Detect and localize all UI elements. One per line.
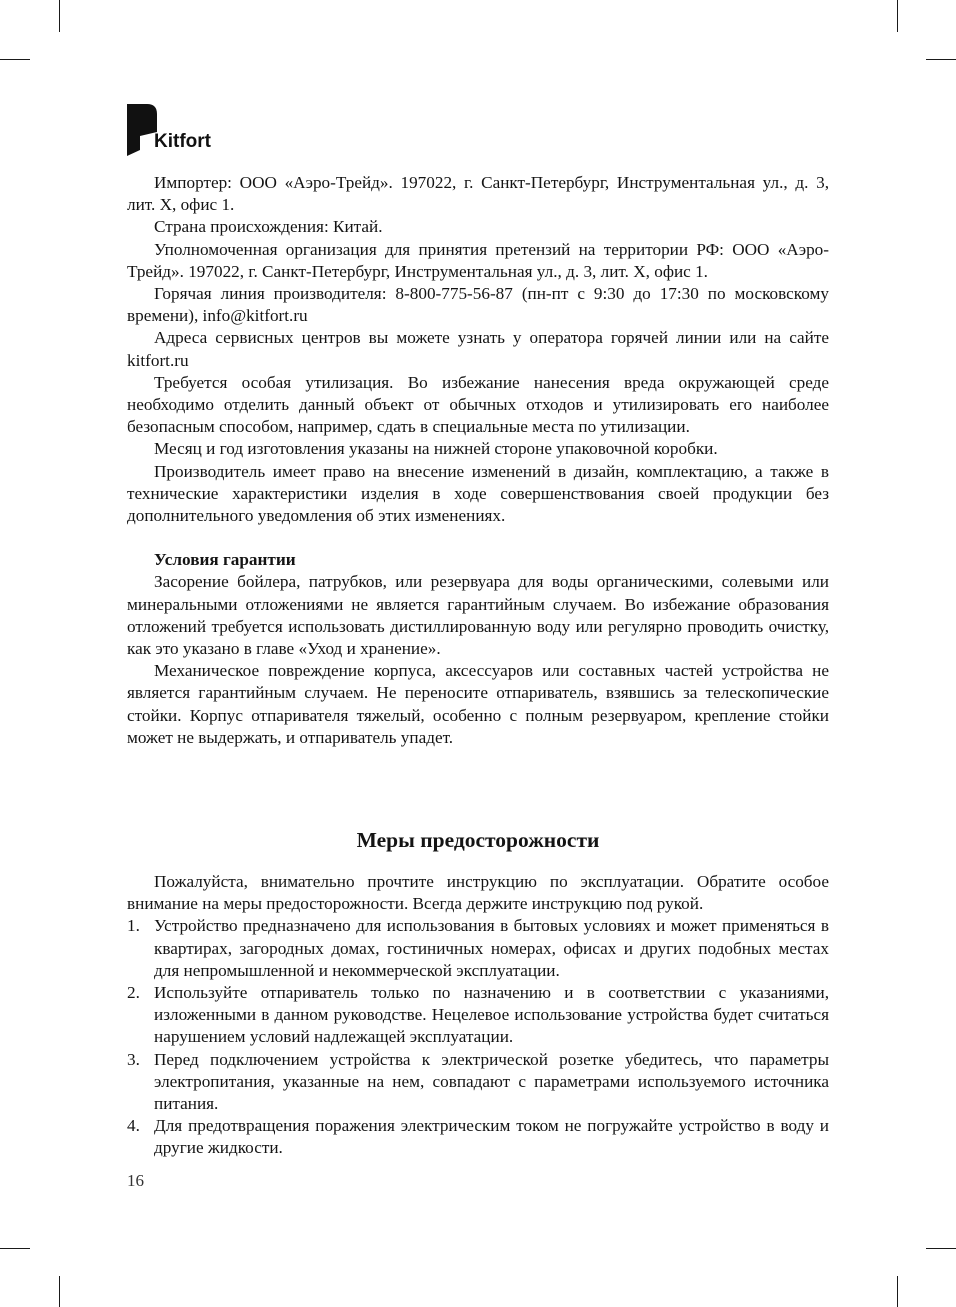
hotline-paragraph: Горячая линия производителя: 8-800-775-56-87 (пн-пт с 9:30 до 17:30 по московскому времени), info@kitfort.ru — [127, 284, 829, 326]
list-item-text: Перед подключением устройства к электрической розетке убедитесь, что параметры электропитания, указанные на нем, совпадают с параметрами используемого источника питания. — [154, 1049, 829, 1114]
warranty-title: Условия гарантии — [154, 550, 296, 570]
service-centers-paragraph: Адреса сервисных центров вы можете узнать у оператора горячей линии или на сайте kitfort.ru — [127, 328, 829, 370]
kitfort-logo — [127, 104, 237, 156]
crop-mark — [0, 59, 30, 60]
kitfort-logo-mark-icon — [127, 104, 157, 156]
list-item — [127, 982, 829, 1049]
page-number: 16 — [127, 1171, 144, 1190]
warranty-paragraph: Засорение бойлера, патрубков, или резервуара для воды органическими, солевыми или минеральными отложениями не является гарантийным случаем. Во избежание образования отложений требуется использовать дистиллированную воду или регулярно проводить очистку, как это указано в главе «Уход и хранение». — [127, 572, 829, 659]
list-item-text: Для предотвращения поражения электрическим током не погружайте устройство в воду и другие жидкости. — [154, 1116, 829, 1158]
main-text — [127, 172, 829, 749]
list-item-number: 1. — [127, 916, 140, 936]
list-item-text: Используйте отпариватель только по назначению и в соответствии с указаниями, изложенными в данном руководстве. Нецелевое использование устройства будет считаться нарушением условий надлежащей эксплуатации. — [154, 983, 829, 1047]
crop-mark — [897, 0, 898, 32]
list-item — [127, 1115, 829, 1159]
crop-mark — [926, 59, 956, 60]
crop-mark — [926, 1248, 956, 1249]
list-item-number: 3. — [127, 1049, 140, 1069]
list-item-number: 2. — [127, 983, 140, 1003]
claims-org-paragraph: Уполномоченная организация для принятия претензий на территории РФ: ООО «Аэро-Трейд». 197022, г. Санкт-Петербург, Инструментальная ул., д. 3, лит. Х, офис 1. — [127, 239, 829, 281]
kitfort-logo-text: Kitfort — [154, 131, 211, 152]
precautions-list — [127, 915, 829, 1159]
list-item — [127, 915, 829, 982]
precautions-text — [127, 871, 829, 1160]
crop-mark — [59, 1276, 60, 1307]
disposal-paragraph: Требуется особая утилизация. Во избежание нанесения вреда окружающей среде необходимо отделить данный объект от обычных отходов и утилизировать его наиболее безопасным способом, например, сдать в специальные места по утилизации. — [127, 372, 829, 437]
changes-paragraph: Производитель имеет право на внесение изменений в дизайн, комплектацию, а также в технические характеристики изделия в ходе совершенствования своей продукции без дополнительного уведомления об этих изменениях. — [127, 461, 829, 526]
list-item-number: 4. — [127, 1116, 140, 1136]
manufacture-date-paragraph: Месяц и год изготовления указаны на нижней стороне упаковочной коробки. — [154, 439, 718, 459]
origin-paragraph: Страна происхождения: Китай. — [154, 217, 383, 237]
crop-mark — [0, 1248, 30, 1249]
precautions-intro: Пожалуйста, внимательно прочтите инструкцию по эксплуатации. Обратите особое внимание на меры предосторожности. Всегда держите инструкцию под рукой. — [127, 872, 829, 914]
list-item — [127, 1049, 829, 1116]
crop-mark — [897, 1276, 898, 1307]
list-item-text: Устройство предназначено для использования в бытовых условиях и может применяться в квартирах, загородных домах, гостиничных номерах, офисах и других подобных местах для непромышленной и некоммерческой эксплуатации. — [154, 916, 829, 980]
warranty-paragraph: Механическое повреждение корпуса, аксессуаров или составных частей устройства не является гарантийным случаем. Не переносите отпариватель, взявшись за телескопические стойки. Корпус отпаривателя тяжелый, особенно с полным резервуаром, крепление стойки может не выдержать, и отпариватель упадет. — [127, 661, 829, 747]
importer-paragraph: Импортер: ООО «Аэро-Трейд». 197022, г. Санкт-Петербург, Инструментальная ул., д. 3, лит. Х, офис 1. — [127, 173, 829, 215]
precautions-title: Меры предосторожности — [356, 828, 600, 852]
crop-mark — [59, 0, 60, 32]
